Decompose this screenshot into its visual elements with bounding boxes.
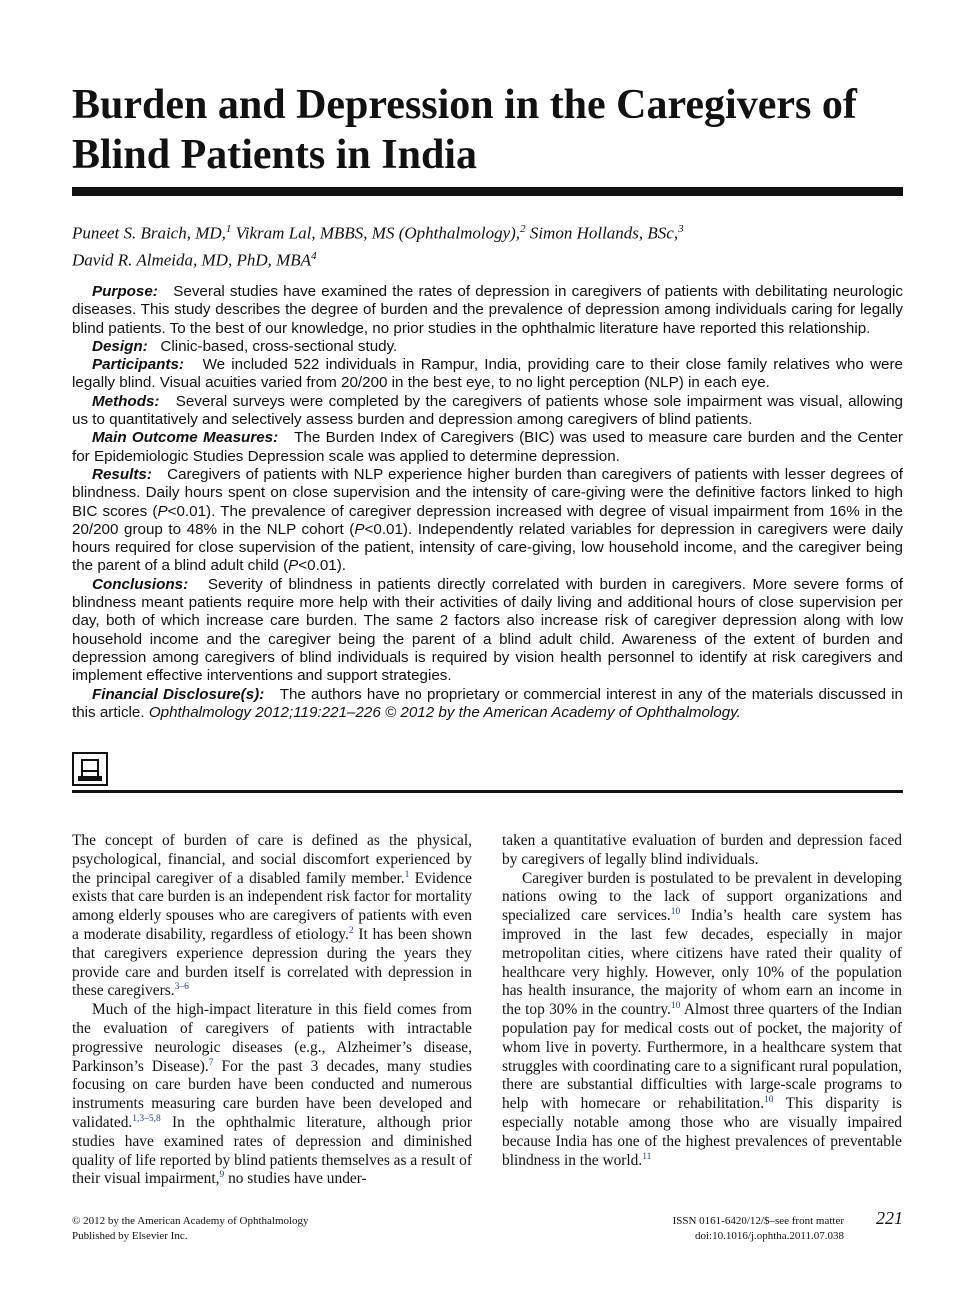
reference-link[interactable]: 10 xyxy=(670,1001,681,1012)
section-text: The authors have no proprietary or commercial interest in any of the materials discussed in this article. xyxy=(72,685,903,721)
abstract-conclusions xyxy=(72,576,903,686)
reference-link[interactable]: 1,3–5,8 xyxy=(132,1113,161,1124)
section-text: The Burden Index of Caregivers (BIC) was used to measure care burden and the Center for Epidemiologic Studies Depression scale was applied to determine depression. xyxy=(72,429,903,465)
author-name: Puneet S. Braich, MD, xyxy=(72,223,226,243)
section-divider xyxy=(72,790,903,793)
section-text: Caregivers of patients with NLP experience higher burden than caregivers of patients with lesser degrees of blindness. Daily hours spent on close supervision and the intensity of care-giving were the definitive factors linked to high BIC scores ( xyxy=(72,465,903,520)
body-text: no studies have under- xyxy=(224,1170,367,1188)
issn: ISSN 0161-6420/12/$–see front matter xyxy=(672,1215,844,1227)
section-text: <0.01). xyxy=(298,557,346,575)
body-text: taken a quantitative evaluation of burden and depression faced by caregivers of legally blind individuals. xyxy=(502,832,902,868)
body-text: This disparity is especially notable among those who are visually impaired because India has one of the highest prevalences of preventable blindness in the world. xyxy=(502,1095,902,1169)
doi-link[interactable]: doi:10.1016/j.ophtha.2011.07.038 xyxy=(694,1230,844,1242)
body-paragraph xyxy=(502,832,902,870)
abstract xyxy=(72,283,903,722)
p-value-symbol: P xyxy=(157,502,168,520)
section-label: Conclusions: xyxy=(92,575,189,593)
abstract-results xyxy=(72,466,903,576)
abstract-participants xyxy=(72,356,903,393)
abstract-financial-disclosure xyxy=(72,686,903,723)
publisher-notice: Published by Elsevier Inc. xyxy=(72,1230,188,1242)
body-text: India’s health care system has improved in the last few decades, especially in major metropolitan cities, where citizens have rated their quality of healthcare very highly. However, only 10% of the population has health insurance, the majority of whom earn an income in the top 30% in the country. xyxy=(502,907,902,1019)
title-rule xyxy=(72,187,903,196)
reference-link[interactable]: 3–6 xyxy=(174,982,189,993)
section-text: Clinic-based, cross-sectional study. xyxy=(160,337,398,355)
section-text: Several studies have examined the rates of depression in caregivers of patients with debilitating neurologic diseases. This study describes the degree of burden and the prevalence of depression among individuals caring for legally blind patients. To the best of our knowledge, no prior studies in the ophthalmic literature have reported this relationship. xyxy=(72,283,903,337)
abstract-purpose xyxy=(72,283,903,338)
section-label: Main Outcome Measures: xyxy=(92,429,279,447)
p-value-symbol: P xyxy=(288,557,299,575)
reference-link[interactable]: 2 xyxy=(348,925,354,936)
author-name: Simon Hollands, BSc, xyxy=(529,223,679,243)
body-text: Almost three quarters of the Indian population pay for medical costs out of pocket, the majority of whom live in poverty. Furthermore, in a healthcare system that struggles with coordinating care to a significant rural population, there are substantial difficulties with large-scale programs to help with homecare or rehabilitation. xyxy=(502,1001,903,1113)
computer-base-shape xyxy=(78,776,102,781)
abstract-outcome-measures xyxy=(72,429,903,466)
reference-link[interactable]: 10 xyxy=(764,1095,774,1106)
reference-link[interactable]: 7 xyxy=(208,1057,214,1068)
section-label: Purpose: xyxy=(92,283,158,300)
computer-icon[interactable] xyxy=(72,752,108,786)
body-text: Caregiver burden is postulated to be prevalent in developing nations owing to the lack of support organizations and specialized care services. xyxy=(502,869,902,925)
abstract-methods xyxy=(72,393,903,430)
author-name: David R. Almeida, MD, PhD, MBA xyxy=(72,250,312,270)
section-label: Financial Disclosure(s): xyxy=(92,685,265,703)
body-paragraph xyxy=(502,870,902,1171)
journal-citation: Ophthalmology 2012;119:221–226 © 2012 by the American Academy of Ophthalmology. xyxy=(148,703,741,721)
author-affiliation: 2 xyxy=(520,223,526,235)
p-value-symbol: P xyxy=(354,520,365,538)
computer-screen-shape xyxy=(81,759,99,772)
section-text: We included 522 individuals in Rampur, India, providing care to their close family relatives who were legally blind. Visual acuities varied from 20/200 in the best eye, to no light perception (NLP) in each eye. xyxy=(72,356,903,392)
section-label: Participants: xyxy=(92,356,184,374)
author-name: Vikram Lal, MBBS, MS (Ophthalmology), xyxy=(235,223,521,243)
body-text: For the past 3 decades, many studies focusing on care burden have been conducted and numerous instruments measuring care burden have been developed and validated. xyxy=(72,1057,472,1131)
section-label: Results: xyxy=(92,465,152,483)
body-text: The concept of burden of care is defined as the physical, psychological, financial, and social discomfort experienced by the principal caregiver of a disabled family member. xyxy=(72,832,472,887)
reference-link[interactable]: 11 xyxy=(642,1151,652,1162)
reference-link[interactable]: 10 xyxy=(670,907,681,918)
author-affiliation: 3 xyxy=(678,223,684,235)
section-text: Several surveys were completed by the caregivers of patients whose sole impairment was visual, allowing us to quantitatively and selectively assess burden and depression among caregivers of blind patients. xyxy=(72,392,903,429)
footer-right xyxy=(600,1214,844,1244)
article-title: Burden and Depression in the Caregivers of Blind Patients in India xyxy=(72,82,857,178)
body-column-left xyxy=(72,832,472,1189)
reference-link[interactable]: 9 xyxy=(219,1170,225,1181)
section-text: <0.01). The prevalence of caregiver depression increased with degree of visual impairment from 16% in the 20/200 group to 48% in the NLP cohort ( xyxy=(72,502,904,538)
author-affiliation: 4 xyxy=(311,249,317,262)
author-affiliation: 1 xyxy=(225,223,232,235)
footer-left xyxy=(72,1214,309,1244)
copyright-notice: © 2012 by the American Academy of Ophthalmology xyxy=(72,1215,309,1227)
abstract-design xyxy=(72,338,903,356)
body-text: Much of the high-impact literature in this field comes from the evaluation of caregivers of patients with intractable progressive neurologic diseases (e.g., Alzheimer’s disease, Parkinson’s Disease). xyxy=(72,1001,472,1075)
author-list xyxy=(72,218,902,271)
body-text: In the ophthalmic literature, although prior studies have examined rates of depression and diminished quality of life reported by blind patients themselves as a result of their visual impairment, xyxy=(72,1113,472,1188)
section-text: <0.01). Independently related variables for depression in caregivers were daily hours required for close supervision of the patient, intensity of care-giving, low household income, and the caregiver being the parent of a blind adult child ( xyxy=(72,520,903,575)
section-label: Design: xyxy=(92,337,148,355)
body-text: Evidence exists that care burden is an independent risk factor for mortality among elderly spouses who are caregivers of patients with even a moderate disability, regardless of etiology. xyxy=(72,869,473,943)
reference-link[interactable]: 1 xyxy=(404,869,410,880)
body-column-right xyxy=(502,832,902,1170)
body-paragraph xyxy=(72,1001,472,1189)
section-label: Methods: xyxy=(92,392,160,410)
section-text: Severity of blindness in patients directly correlated with burden in caregivers. More severe forms of blindness meant patients require more help with their activities of daily living and additional hours of close supervision per day, both of which increase care burden. The same 2 factors also increase risk of caregiver depression along with low household income and the caregiver being the parent of a blind adult child. Awareness of the extent of burden and depression among caregivers of blind individuals is required by vision health personnel to identify at risk caregivers and implement effective interventions and support strategies. xyxy=(72,575,903,685)
page-number: 221 xyxy=(876,1208,903,1228)
body-text: It has been shown that caregivers experience depression during the years they provide care and burden itself is correlated with depression in these caregivers. xyxy=(72,925,472,1000)
body-paragraph xyxy=(72,832,472,1001)
